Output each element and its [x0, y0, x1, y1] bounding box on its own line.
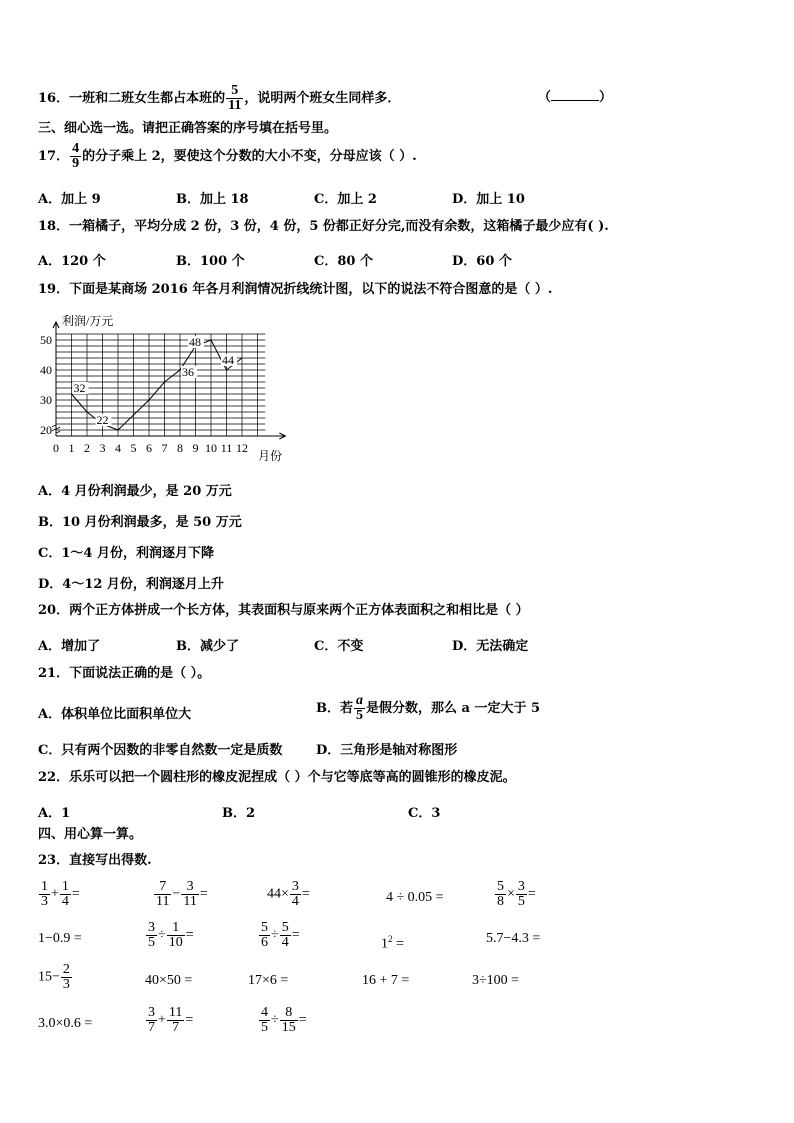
- x-tick-label: 8: [177, 441, 183, 455]
- calc-1-1: $\frac{1}{3}$ + $\frac{1}{4}$ =: [41, 879, 80, 909]
- option-d[interactable]: D．60 个: [452, 254, 512, 269]
- question-21: 21．下面说法正确的是（ ）。: [38, 666, 211, 681]
- question-17: [38, 142, 417, 171]
- option-a[interactable]: A．120 个: [38, 254, 106, 269]
- blank-line: [551, 90, 599, 101]
- calc-2-4: $1^2$ =: [381, 934, 404, 952]
- calc-2-5: 5.7−4.3 =: [486, 931, 541, 946]
- line-chart: [34, 308, 294, 463]
- question-23: 23．直接写出得数.: [38, 853, 152, 868]
- calc-1-3: 44× $\frac{3}{4}$ =: [267, 879, 310, 909]
- data-label: 32: [73, 381, 86, 395]
- option-c[interactable]: C．80 个: [314, 254, 373, 269]
- option-d[interactable]: D．无法确定: [452, 639, 529, 654]
- calc-1-5: $\frac{5}{8}$ × $\frac{3}{5}$ =: [497, 879, 536, 909]
- question-number: 16．: [38, 91, 70, 106]
- x-tick-label: 4: [115, 441, 121, 455]
- option-d[interactable]: D．4～12 月份，利润逐月上升: [38, 577, 224, 592]
- denominator: 5: [356, 708, 363, 723]
- denominator: 9: [72, 156, 80, 171]
- question-text: 的分子乘上 2，要使这个分数的大小不变，分母应该（ ）.: [82, 149, 417, 164]
- x-tick-label: 2: [84, 441, 90, 455]
- fraction: [354, 694, 365, 723]
- calc-3-4: 16 + 7 =: [362, 973, 410, 988]
- section-4-heading: 四、用心算一算。: [38, 827, 143, 842]
- question-20: 20．两个正方体拼成一个长方体，其表面积与原来两个正方体表面积之和相比是（ ）: [38, 603, 529, 618]
- x-tick-label: 6: [146, 441, 152, 455]
- calc-4-3: $\frac{4}{5}$ ÷ $\frac{8}{15}$ =: [261, 1005, 307, 1035]
- option-c[interactable]: C．加上 2: [314, 192, 377, 207]
- y-axis-label: 利润/万元: [62, 314, 114, 328]
- option-b[interactable]: B．10 月份利润最多，是 50 万元: [38, 515, 242, 530]
- answer-blank[interactable]: [538, 90, 612, 106]
- y-tick-label: 50: [40, 333, 52, 347]
- option-b[interactable]: [316, 694, 540, 723]
- x-tick-label: 12: [236, 441, 248, 455]
- calc-4-1: 3.0×0.6 =: [38, 1016, 93, 1031]
- calc-3-1: 15− $\frac{2}{3}$: [38, 962, 70, 992]
- calc-3-3: 17×6 =: [248, 973, 289, 988]
- x-tick-label: 9: [192, 441, 199, 455]
- option-c[interactable]: C．1～4 月份，利润逐月下降: [38, 546, 214, 561]
- question-22: 22．乐乐可以把一个圆柱形的橡皮泥捏成（ ）个与它等底等高的圆锥形的橡皮泥。: [38, 770, 516, 785]
- x-tick-label: 3: [99, 441, 106, 455]
- question-number: 17．: [38, 149, 70, 164]
- option-a[interactable]: A．加上 9: [38, 192, 101, 207]
- option-b[interactable]: B．100 个: [176, 254, 245, 269]
- option-b[interactable]: B．2: [222, 806, 256, 821]
- option-c[interactable]: C．不变: [314, 639, 364, 654]
- data-label: 44: [222, 353, 234, 367]
- question-text: 一班和二班女生都占本班的: [69, 91, 226, 106]
- x-tick-label: 11: [220, 441, 233, 455]
- data-label: 36: [182, 365, 194, 379]
- x-tick-label: 5: [130, 441, 137, 455]
- x-axis-label: 月份: [258, 449, 283, 463]
- option-a[interactable]: A．4 月份利润最少，是 20 万元: [38, 484, 232, 499]
- x-tick-label: 1: [68, 441, 75, 455]
- calc-3-2: 40×50 =: [145, 973, 193, 988]
- x-tick-label: 0: [53, 441, 59, 455]
- numerator: 4: [72, 141, 80, 156]
- chart-marks: [72, 335, 243, 430]
- option-c[interactable]: C．3: [408, 806, 441, 821]
- calc-1-4: 4 ÷ 0.05 =: [386, 890, 444, 905]
- option-text: 是假分数，那么 a 一定大于 5: [366, 701, 541, 716]
- fraction: [70, 142, 81, 171]
- numerator: 5: [231, 83, 239, 98]
- question-text: ，说明两个班女生同样多．: [244, 91, 401, 106]
- y-tick-label: 30: [40, 393, 52, 407]
- option-b[interactable]: B．加上 18: [176, 192, 249, 207]
- option-c[interactable]: C．只有两个因数的非零自然数一定是质数: [38, 743, 283, 758]
- option-a[interactable]: A．增加了: [38, 639, 101, 654]
- data-label: 48: [189, 335, 201, 349]
- x-tick-label: 7: [161, 441, 168, 455]
- question-19: 19．下面是某商场 2016 年各月利润情况折线统计图，以下的说法不符合图意的是（ ）.: [38, 282, 553, 297]
- option-a[interactable]: A．1: [38, 806, 71, 821]
- numerator: a: [356, 693, 363, 708]
- question-16: [38, 84, 400, 113]
- option-text: B．若: [316, 701, 353, 716]
- section-3-heading: 三、细心选一选。请把正确答案的序号填在括号里。: [38, 121, 338, 136]
- x-tick-label: 10: [205, 441, 217, 455]
- y-tick-label: 20: [40, 423, 52, 437]
- y-tick-label: 40: [40, 363, 52, 377]
- option-d[interactable]: D．加上 10: [452, 192, 525, 207]
- option-d[interactable]: D．三角形是轴对称图形: [316, 743, 458, 758]
- calc-2-2: $\frac{3}{5}$ ÷ $\frac{1}{10}$ =: [148, 920, 194, 950]
- denominator: 11: [228, 98, 242, 113]
- calc-4-2: $\frac{3}{7}$ + $\frac{11}{7}$ =: [148, 1005, 194, 1035]
- paren: （: [538, 90, 552, 105]
- option-b[interactable]: B．减少了: [176, 639, 239, 654]
- calc-1-2: $\frac{7}{11}$ − $\frac{3}{11}$ =: [156, 879, 208, 909]
- paren: ）: [599, 90, 613, 105]
- question-18: 18．一箱橘子，平均分成 2 份，3 份，4 份，5 份都正好分完,而没有余数，这箱橘子最少应有( ).: [38, 219, 609, 234]
- option-a[interactable]: A．体积单位比面积单位大: [38, 707, 192, 722]
- data-label: 22: [96, 413, 109, 427]
- calc-2-3: $\frac{5}{6}$ ÷ $\frac{5}{4}$ =: [261, 920, 300, 950]
- calc-2-1: 1−0.9 =: [38, 931, 82, 946]
- calc-3-5: 3÷100 =: [472, 973, 520, 988]
- fraction: [226, 84, 243, 113]
